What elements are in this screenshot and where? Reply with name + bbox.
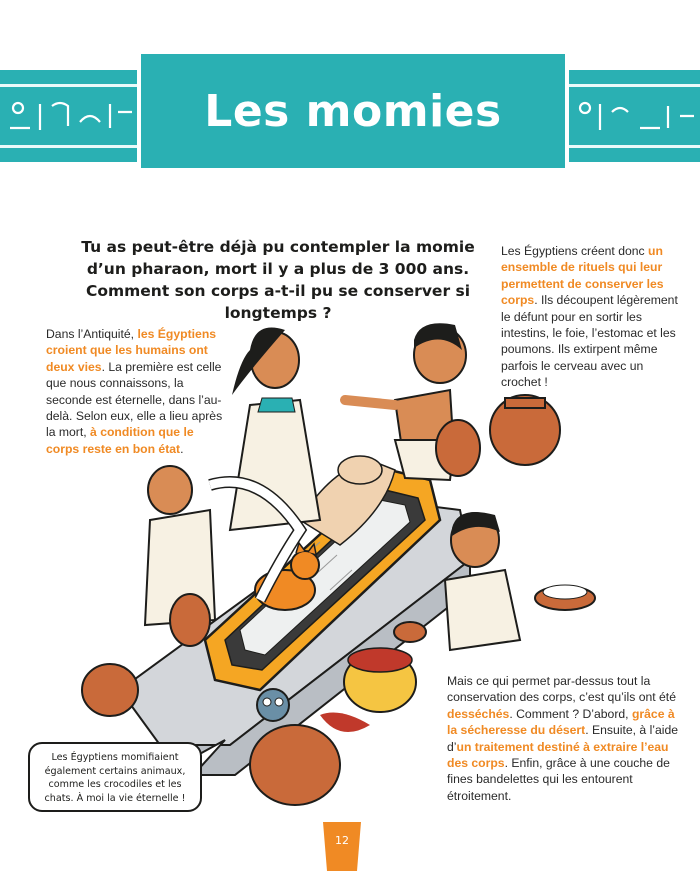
speech-bubble [28,742,202,812]
right-paragraph [501,243,681,391]
page-title: Les momies [204,85,502,137]
speech-bubble-text: Les Égyptiens momifiaient également certains animaux, comme les crocodiles et les chats. À moi la vie éternelle ! [44,752,186,804]
body-text: Les Égyptiens créent donc [501,244,649,258]
highlight-text: grâce à la sécheresse du désert [447,706,675,738]
body-text: . [180,441,184,456]
highlight-text: à condition que le corps reste en bon état [46,425,194,456]
priest-kneeling [445,512,520,650]
intro-text: Tu as peut-être déjà pu contempler la momie d’un pharaon, mort il y a plus de 3 000 ans. Comment son corps a-t-il pu se conserver si longtemps ? [81,238,475,322]
highlight-text: un traitement destiné à extraire l’eau des corps [447,739,669,771]
body-text: . Ensuite, à l’aide d’ [447,723,679,754]
highlight-text: un ensemble de rituels qui leur permettent de conserver les corps [501,244,664,308]
body-text: Mais ce qui permet par-dessus tout la conservation des corps, c’est qu’ils ont été [447,674,676,705]
left-paragraph [46,326,228,457]
body-text: . Enfin, grâce à une couche de fines bandelettes qui les entourent étroitement. [447,756,670,803]
blue-cat [257,689,289,721]
title-box [137,50,569,172]
body-text: . Ils découpent légèrement le défunt pour en sortir les intestins, le foie, l’estomac et les poumons. Ils extirpent même parfois le cerveau avec un crochet ! [501,293,678,390]
bowl [535,585,595,610]
page-number: 12 [335,834,349,847]
highlight-text: desséchés [447,706,510,721]
bottom-paragraph [447,673,687,804]
body-text: . La première est celle que nous connaissons, la seconde est éternelle, dans l’au-delà. Selon eux, elle a lieu après la mort, [46,359,223,440]
body-text: . Comment ? D’abord, [509,706,632,721]
body-text: Dans l’Antiquité, [46,327,138,341]
highlight-text: les Égyptiens croient que les humains ont deux vies [46,327,217,374]
page-number-tab [321,822,363,871]
